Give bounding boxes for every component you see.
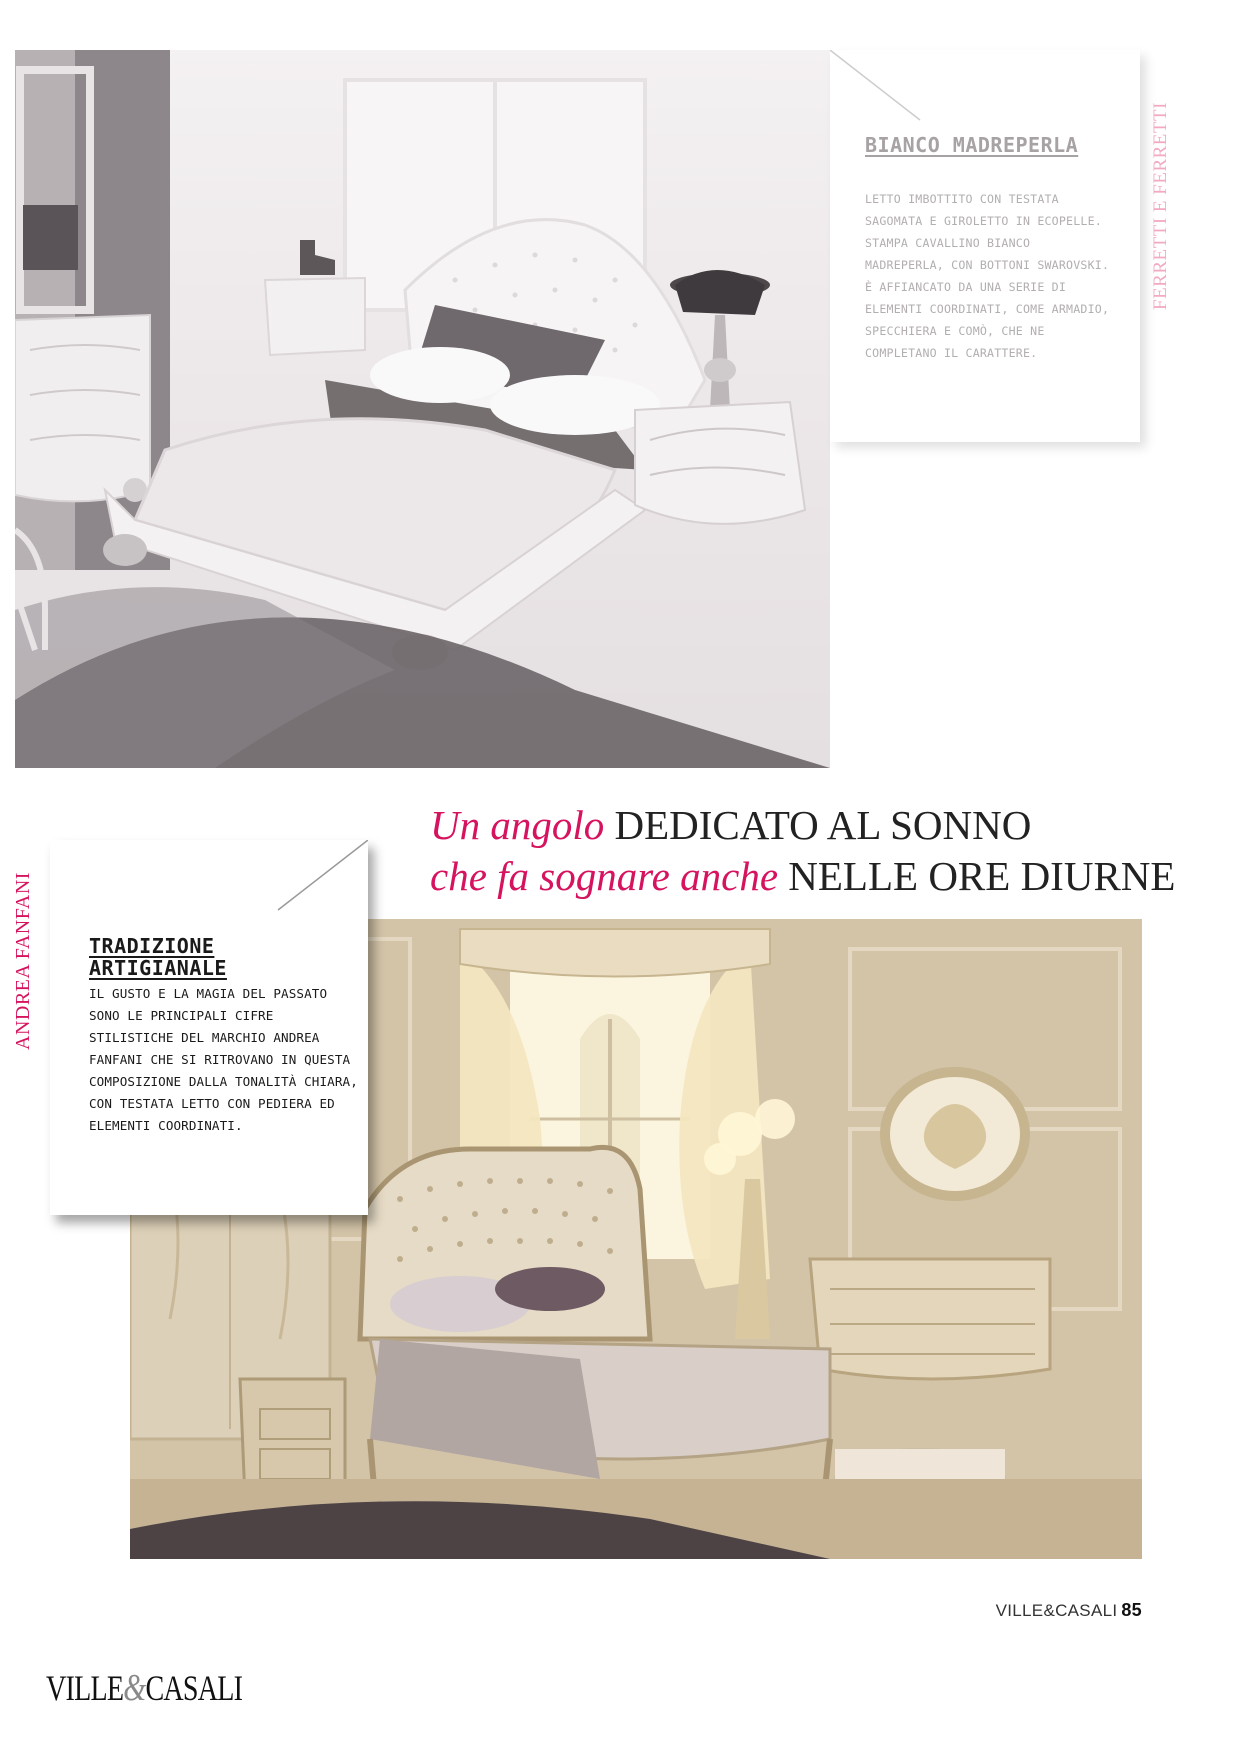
article-headline <box>430 800 1190 902</box>
page-folio <box>996 1600 1142 1621</box>
logo-left: VILLE <box>46 1668 124 1708</box>
logo-ampersand: & <box>123 1667 146 1709</box>
magazine-logo <box>46 1666 242 1710</box>
logo-right: CASALI <box>145 1668 243 1708</box>
headline-line-1 <box>430 800 1190 851</box>
photo-credit-vertical <box>12 835 42 1050</box>
photo-white-bedroom <box>15 50 830 768</box>
caption-card-tradizione-artigianale <box>50 840 368 1215</box>
headline-caps-2: NELLE ORE DIURNE <box>788 853 1176 899</box>
credit-text: ANDREA FANFANI <box>12 872 34 1050</box>
headline-line-2 <box>430 851 1190 902</box>
headline-italic-1: Un angolo <box>430 802 605 848</box>
caption-text: IL GUSTO E LA MAGIA DEL PASSATO SONO LE PRINCIPALI CIFRE STILISTICHE DEL MARCHIO ANDREA FANFANI CHE SI RITROVANO IN QUESTA COMPOSIZIONE DALLA TONALITÀ CHIARA, CON TESTATA LETTO CON PEDIERA ED ELEMENTI COORDINATI. <box>89 986 358 1133</box>
caption-title: BIANCO MADREPERLA <box>865 133 1079 157</box>
caption-title: TRADIZIONE ARTIGIANALE <box>89 934 227 980</box>
headline-caps-1: DEDICATO AL SONNO <box>614 802 1032 848</box>
page-number: 85 <box>1121 1600 1142 1620</box>
page-curl-corner <box>238 840 368 950</box>
photo-credit-vertical <box>1150 50 1180 310</box>
caption-text: LETTO IMBOTTITO CON TESTATA SAGOMATA E GIROLETTO IN ECOPELLE. STAMPA CAVALLINO BIANCO MADREPERLA, CON BOTTONI SWAROVSKI. È AFFIANCATO DA UNA SERIE DI ELEMENTI COORDINATI, COME ARMADIO, SPECCHIERA E COMÒ, CHE NE COMPLETANO IL CARATTERE. <box>865 192 1110 360</box>
caption-card-bianco-madreperla <box>830 50 1140 442</box>
credit-text: FERRETTI E FERRETTI <box>1150 102 1171 310</box>
headline-italic-2: che fa sognare anche <box>430 853 779 899</box>
magazine-name: VILLE&CASALI <box>995 1601 1118 1620</box>
